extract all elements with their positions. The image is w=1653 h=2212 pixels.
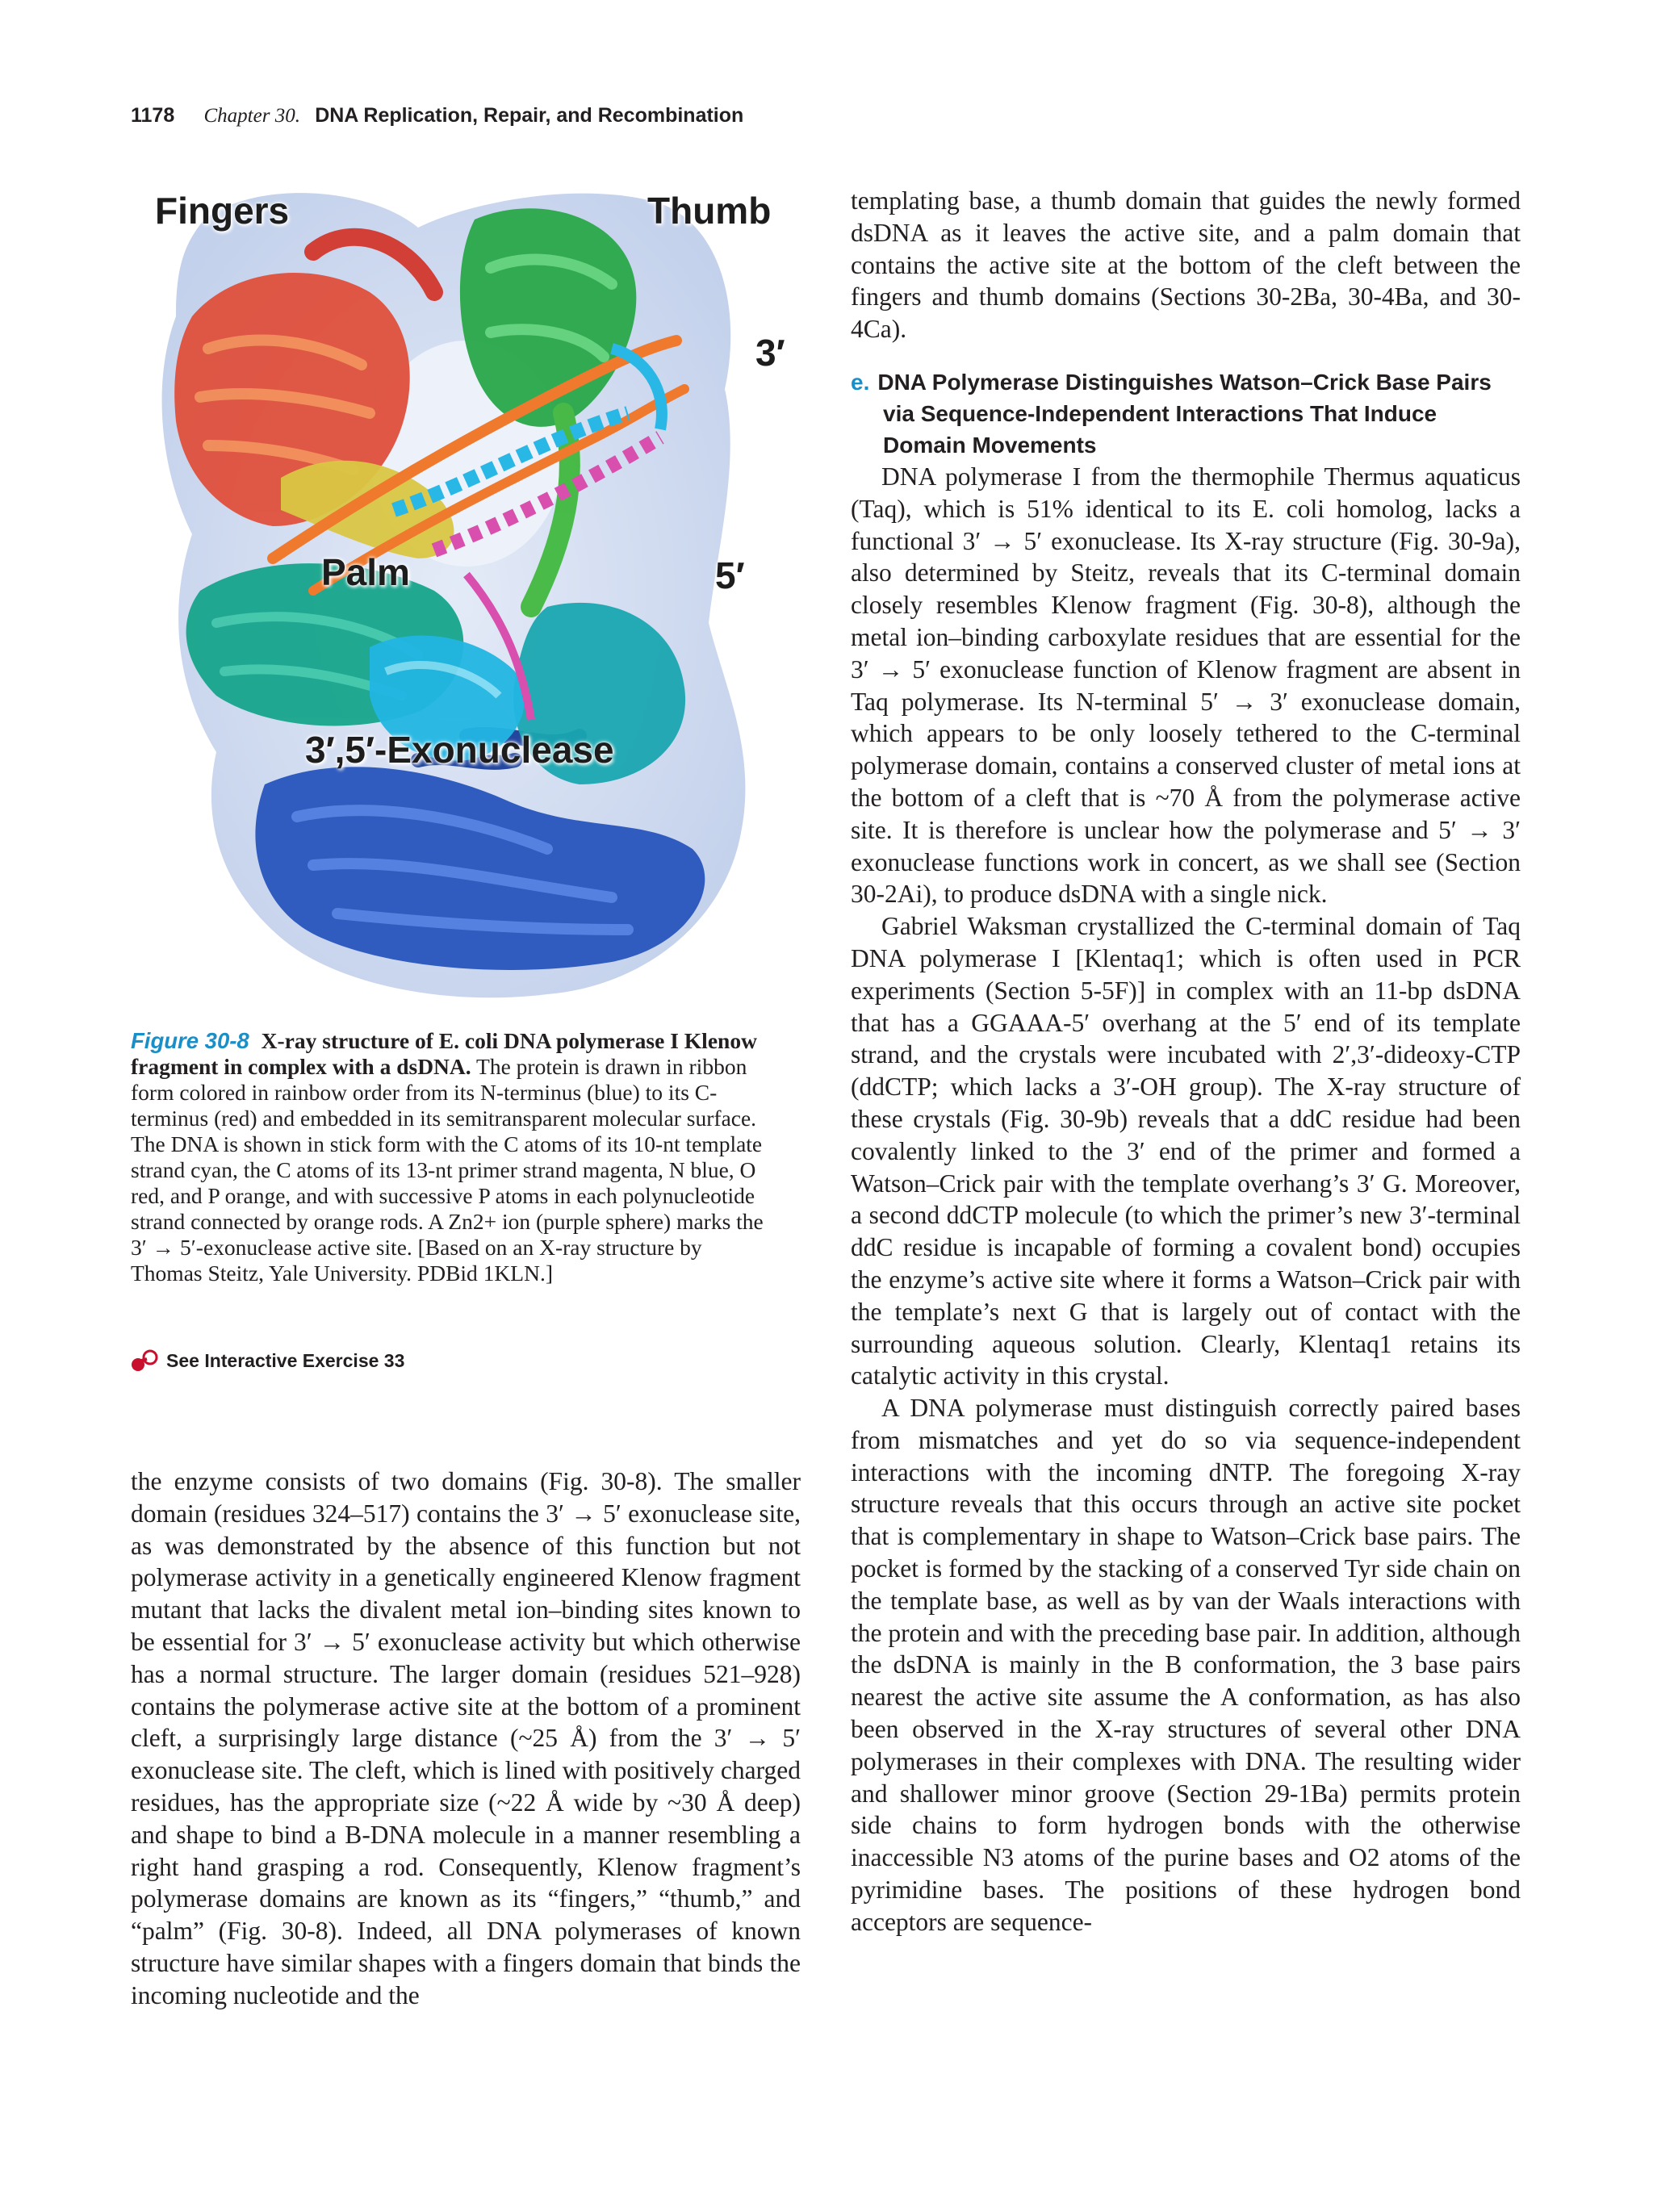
right-column xyxy=(851,185,1521,1938)
paragraph: A DNA polymerase must distinguish correctly paired bases from mismatches and yet do so via sequence-independent interactions with the incoming dNTP. The foregoing X-ray structure reveals that this occurs through an active site pocket that is complementary in shape to Watson–Crick base pairs. The pocket is formed by the stacking of a conserved Tyr side chain on the template base, as well as by van der Waals interactions with the protein and with the preceding base pair. In addition, although the dsDNA is mainly in the B conformation, the 3 base pairs nearest the active site assume the A conformation, as has also been observed in the X-ray structures of several other DNA polymerases in their complexes with DNA. The resulting wider and shallower minor groove (Section 29-1Ba) permits protein side chains to form hydrogen bonds with the otherwise inaccessible N3 atoms of the purine bases and O2 atoms of the pyrimidine bases. The positions of these hydrogen bond acceptors are sequence- xyxy=(851,1394,1521,1936)
section-letter: e. xyxy=(851,369,870,395)
section-heading xyxy=(851,366,1521,461)
figure-30-8-image xyxy=(128,171,809,1010)
label-exonuclease: 3′,5′-Exonuclease xyxy=(305,729,614,771)
label-thumb: Thumb xyxy=(647,190,772,232)
klenow-structure-illustration xyxy=(128,171,809,1010)
paragraph-continuation: templating base, a thumb domain that guides the newly formed dsDNA as it leaves the active site, and a palm domain that contains the active site at the bottom of the cleft between the fingers and thumb domains (Sections 30-2Ba, 30-4Ba, and 30-4Ca). xyxy=(851,186,1521,344)
section-title: DNA Polymerase Distinguishes Watson–Crick Base Pairs via Sequence-Independent Interactions That Induce Domain Movements xyxy=(877,369,1492,458)
interactive-exercise-label: See Interactive Exercise 33 xyxy=(166,1350,405,1371)
label-three-prime: 3′ xyxy=(755,332,785,374)
figure-number: Figure 30-8 xyxy=(131,1028,249,1053)
paragraph: the enzyme consists of two domains (Fig. 30-8). The smaller domain (residues 324–517) contains the 3′ → 5′ exonuclease site, as was demonstrated by the absence of this function but not polymerase activity in a genetically engineered Klenow fragment mutant that lacks the divalent metal ion–binding sites known to be essential for 3′ → 5′ exonuclease activity but which otherwise has a normal structure. The larger domain (residues 521–928) contains the polymerase active site at the bottom of a prominent cleft, a surprisingly large distance (~25 Å) from the 3′ → 5′ exonuclease site. The cleft, which is lined with positively charged residues, has the appropriate size (~22 Å wide by ~30 Å deep) and shape to bind a B-DNA molecule in a manner resembling a right hand grasping a rod. Consequently, Klenow fragment’s polymerase domains are known as its “fingers,” “thumb,” and “palm” (Fig. 30-8). Indeed, all DNA polymerases of known structure have similar shapes with a fingers domain that binds the incoming nucleotide and the xyxy=(131,1467,801,2009)
page-number: 1178 xyxy=(131,104,175,127)
interactive-exercise-icon xyxy=(131,1349,158,1373)
chapter-number: Chapter 30. xyxy=(203,105,300,127)
figure-caption xyxy=(131,1028,768,1286)
interactive-exercise-link[interactable] xyxy=(131,1344,696,1377)
label-palm: Palm xyxy=(321,551,410,593)
left-column xyxy=(131,1466,801,2012)
label-fingers: Fingers xyxy=(155,190,290,232)
paragraph: DNA polymerase I from the thermophile Thermus aquaticus (Taq), which is 51% identical to its E. coli homolog, lacks a functional 3′ → 5′ exonuclease. Its X-ray structure (Fig. 30-9a), also determined by Steitz, reveals that its C-terminal domain closely resembles Klenow fragment (Fig. 30-8), although the metal ion–binding carboxylate residues that are essential for the 3′ → 5′ exonuclease function of Klenow fragment are absent in Taq polymerase. Its N-terminal 5′ → 3′ exonuclease domain, which appears to be only loosely tethered to the C-terminal polymerase domain, contains a conserved cluster of metal ions at the bottom of a cleft that is ~70 Å from the polymerase active site. It is therefore is unclear how the polymerase and 5′ → 3′ exonuclease functions work in concert, as we shall see (Section 30-2Ai), to produce dsDNA with a single nick. xyxy=(851,462,1521,909)
label-five-prime: 5′ xyxy=(715,554,745,596)
paragraph: Gabriel Waksman crystallized the C-terminal domain of Taq DNA polymerase I [Klentaq1; which is often used in PCR experiments (Section 5-5F)] in complex with an 11-bp dsDNA that has a GGAAA-5′ overhang at the 5′ end of its template strand, and the crystals were incubated with 2′,3′-dideoxy-CTP (ddCTP; which lacks a 3′-OH group). The X-ray structure of these crystals (Fig. 30-9b) reveals that a ddC residue had been covalently linked to the 3′ end of the primer and formed a Watson–Crick pair with the template overhang’s 3′ G. Moreover, a second ddCTP molecule (to which the primer’s new 3′-terminal ddC residue is incapable of forming a covalent bond) occupies the enzyme’s active site where it forms a Watson–Crick pair with the template’s next G that is largely out of contact with the surrounding aqueous solution. Clearly, Klentaq1 retains its catalytic activity in this crystal. xyxy=(851,912,1521,1390)
chapter-title: DNA Replication, Repair, and Recombination xyxy=(315,104,744,127)
figure-title: X-ray structure of E. coli DNA polymerase I Klenow fragment in complex with a dsDNA. xyxy=(131,1028,757,1079)
running-head xyxy=(131,102,1543,130)
figure-caption-body: The protein is drawn in ribbon form colored in rainbow order from its N-terminus (blue) to its C-terminus (red) and embedded in its semitransparent molecular surface. The DNA is shown in stick form with the C atoms of its 10-nt template strand cyan, the C atoms of its 13-nt primer strand magenta, N blue, O red, and P orange, and with successive P atoms in each polynucleotide strand connected by orange rods. A Zn2+ ion (purple sphere) marks the 3′ → 5′-exonuclease active site. [Based on an X-ray structure by Thomas Steitz, Yale University. PDBid 1KLN.] xyxy=(131,1054,764,1286)
